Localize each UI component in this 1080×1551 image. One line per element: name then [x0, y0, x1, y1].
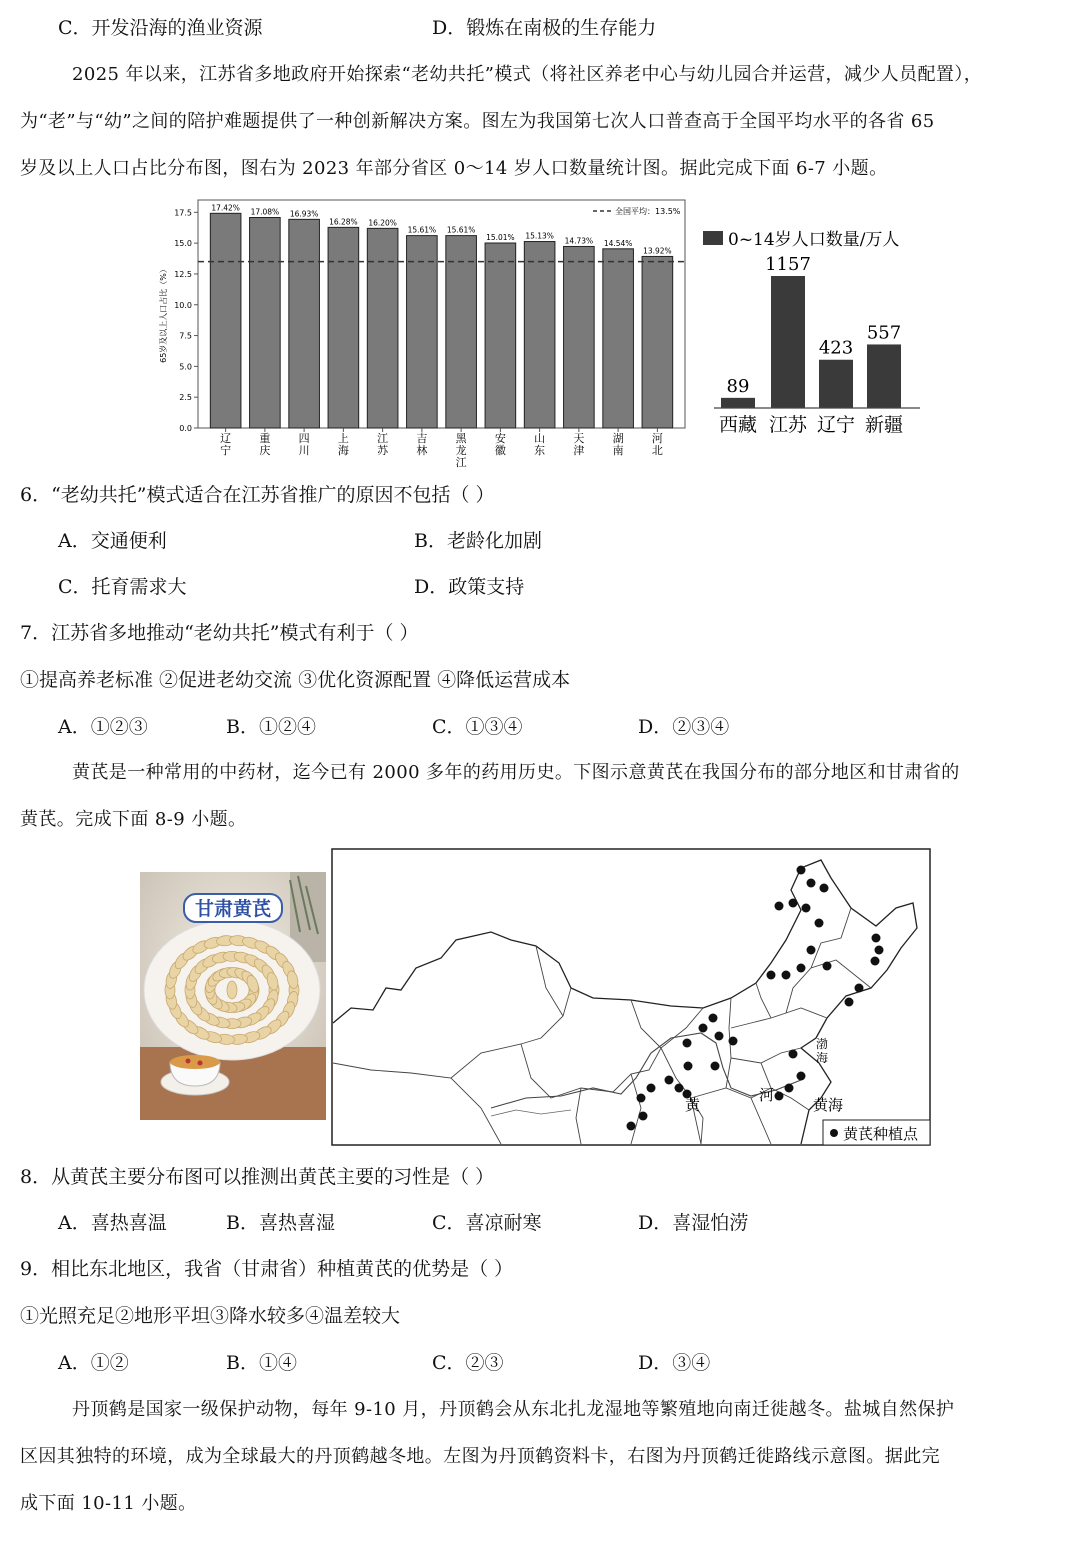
x-tick-label: 上 [337, 432, 349, 445]
q6-option-a[interactable]: A．交通便利 [58, 530, 167, 552]
x-tick-label: 吉 [416, 432, 428, 445]
bar [524, 242, 555, 428]
map-label-huang: 黄 [685, 1096, 701, 1114]
x-tick-label: 湖 [612, 432, 624, 445]
x-tick-label: 东 [534, 444, 546, 457]
bar [564, 246, 595, 428]
x-tick-label: 江 [377, 432, 389, 445]
planting-point [647, 1084, 656, 1093]
y-tick-label: 5.0 [179, 362, 192, 372]
astragalus-slice [227, 981, 237, 999]
legend-average: 全国平均：13.5% [615, 207, 681, 216]
planting-point [797, 964, 806, 973]
q9-items: ①光照充足②地形平坦③降水较多④温差较大 [20, 1305, 401, 1327]
bar [642, 256, 673, 428]
chart1-ylabel: 65岁及以上人口占比（%） [159, 265, 168, 363]
x-tick-label: 河 [651, 432, 663, 445]
planting-point [807, 946, 816, 955]
bar-value-label: 1157 [765, 254, 811, 275]
q9-option-d[interactable]: D．③④ [638, 1352, 711, 1374]
bar [407, 236, 438, 428]
para1-line1: 2025 年以来，江苏省多地政府开始探索“老幼共托”模式（将社区养老中心与幼儿园合并运营，减少人员配置）， [72, 64, 983, 85]
tea-surface [170, 1055, 220, 1069]
planting-point [699, 1024, 708, 1033]
planting-point [665, 1076, 674, 1085]
option-d-prev: D．锻炼在南极的生存能力 [432, 17, 657, 39]
x-tick-label: 辽 [220, 432, 232, 445]
q9-option-c[interactable]: C．②③ [432, 1352, 504, 1374]
x-tick-label: 林 [416, 444, 428, 457]
x-tick-label: 苏 [377, 444, 389, 457]
para3-line2: 区因其独特的环境，成为全球最大的丹顶鹤越冬地。左图为丹顶鹤资料卡，右图为丹顶鹤迁徙路线示意图。据此完 [20, 1446, 940, 1467]
q7-option-c[interactable]: C．①③④ [432, 716, 523, 738]
planting-point [639, 1112, 648, 1121]
q9-option-b[interactable]: B．①④ [226, 1352, 297, 1374]
y-tick-label: 0.0 [179, 424, 192, 433]
bar-value-label: 16.28% [329, 217, 358, 227]
bar-value-label: 16.20% [368, 218, 397, 228]
x-tick-label: 山 [534, 432, 546, 445]
bar [289, 219, 320, 428]
x-tick-label: 南 [612, 444, 624, 457]
planting-point [711, 1062, 720, 1071]
bar [485, 243, 516, 428]
y-tick-label: 2.5 [179, 393, 192, 403]
q8-option-d[interactable]: D．喜湿怕涝 [638, 1212, 749, 1234]
planting-point [871, 957, 880, 966]
option-c-prev: C．开发沿海的渔业资源 [58, 17, 263, 39]
x-tick-label: 新疆 [864, 414, 904, 436]
planting-point [823, 962, 832, 971]
planting-point [797, 1072, 806, 1081]
para3-line1: 丹顶鹤是国家一级保护动物，每年 9-10 月，丹顶鹤会从东北扎龙湿地等繁殖地向南迁徙越冬。盐城自然保护 [72, 1399, 955, 1420]
para1-line3: 岁及以上人口占比分布图，图右为 2023 年部分省区 0～14 岁人口数量统计图。据此完成下面 6-7 小题。 [20, 158, 888, 179]
bar-value-label: 15.13% [525, 231, 554, 241]
bar-value-label: 17.42% [211, 203, 240, 213]
bar [867, 344, 901, 408]
bar [328, 227, 359, 428]
x-tick-label: 江苏 [768, 414, 808, 436]
goji-berry-icon [198, 1061, 203, 1066]
x-tick-label: 四 [298, 432, 310, 445]
x-tick-label: 海 [337, 444, 349, 457]
bar [446, 236, 477, 428]
planting-point [875, 946, 884, 955]
planting-point [797, 866, 806, 875]
x-tick-label: 宁 [220, 444, 232, 457]
x-tick-label: 天 [573, 432, 585, 445]
bar-value-label: 14.54% [603, 238, 633, 248]
planting-point [855, 984, 864, 993]
planting-point [789, 1050, 798, 1059]
goji-berry-icon [186, 1059, 191, 1064]
bar-value-label: 15.61% [407, 225, 437, 235]
planting-point [802, 904, 811, 913]
x-tick-label: 黑 [455, 432, 467, 445]
planting-point [767, 971, 776, 980]
y-tick-label: 12.5 [174, 269, 192, 279]
bar [771, 276, 805, 408]
planting-point [675, 1084, 684, 1093]
para2-line1: 黄芪是一种常用的中药材，迄今已有 2000 多年的药用历史。下图示意黄芪在我国分布的部分地区和甘肃省的 [72, 762, 960, 783]
x-tick-label: 徽 [494, 444, 506, 457]
q8-option-c[interactable]: C．喜凉耐寒 [432, 1212, 542, 1234]
x-tick-label: 重 [259, 432, 271, 445]
para1-line2: 为“老”与“幼”之间的陪护难题提供了一种创新解决方案。图左为我国第七次人口普查高于全国平均水平的各省 65 [20, 111, 935, 132]
legend-children: 0~14岁人口数量/万人 [728, 230, 900, 250]
para3-line3: 成下面 10-11 小题。 [20, 1493, 197, 1514]
x-tick-label: 川 [298, 444, 310, 457]
x-tick-label: 江 [455, 456, 467, 469]
bar-value-label: 423 [818, 337, 854, 359]
y-tick-label: 17.5 [174, 208, 192, 218]
q7-option-b[interactable]: B．①②④ [226, 716, 316, 738]
planting-point [775, 902, 784, 911]
bar [250, 218, 281, 428]
bar-value-label: 15.61% [446, 225, 476, 235]
bar-value-label: 16.93% [289, 209, 319, 219]
planting-point [820, 884, 829, 893]
planting-point [845, 998, 854, 1007]
q6-option-b[interactable]: B．老龄化加剧 [414, 530, 542, 552]
planting-point [715, 1032, 724, 1041]
legend-children-swatch [703, 231, 723, 245]
planting-point [782, 971, 791, 980]
q6-option-c[interactable]: C．托育需求大 [58, 576, 187, 598]
q6-stem: 6．“老幼共托”模式适合在江苏省推广的原因不包括（ ） [20, 484, 495, 506]
q8-option-a[interactable]: A．喜热喜温 [58, 1212, 167, 1234]
planting-point [785, 1084, 794, 1093]
x-tick-label: 安 [494, 432, 506, 445]
q8-option-b[interactable]: B．喜热喜湿 [226, 1212, 335, 1234]
bar [819, 360, 853, 408]
bar [367, 228, 398, 428]
para2-line2: 黄芪。完成下面 8-9 小题。 [20, 809, 247, 830]
bar-value-label: 13.92% [643, 246, 672, 256]
q8-stem: 8．从黄芪主要分布图可以推测出黄芪主要的习性是（ ） [20, 1166, 495, 1188]
x-tick-label: 辽宁 [816, 414, 856, 436]
planting-point [775, 1092, 784, 1101]
map-legend-dot [830, 1129, 838, 1137]
astragalus-distribution-map [331, 848, 931, 1146]
map-label-bohai-2: 海 [816, 1051, 829, 1065]
q7-items: ①提高养老标准 ②促进老幼交流 ③优化资源配置 ④降低运营成本 [20, 669, 571, 691]
planting-point [729, 1037, 738, 1046]
q9-option-a[interactable]: A．①② [58, 1352, 129, 1374]
bar-value-label: 15.01% [486, 233, 515, 243]
y-tick-label: 15.0 [174, 239, 192, 249]
astragalus-photo [140, 872, 326, 1120]
q7-option-a[interactable]: A．①②③ [58, 716, 148, 738]
planting-point [872, 934, 881, 943]
planting-point [684, 1062, 693, 1071]
map-label-bohai-1: 渤 [816, 1037, 829, 1051]
map-label-he: 河 [759, 1086, 775, 1104]
children-bar-chart [700, 222, 940, 444]
planting-point [709, 1014, 718, 1023]
bar [210, 213, 241, 428]
planting-point [627, 1122, 636, 1131]
planting-point [815, 919, 824, 928]
bar-value-label: 89 [726, 375, 750, 397]
planting-point [683, 1039, 692, 1048]
bar-value-label: 14.73% [564, 236, 594, 246]
aging-bar-chart [150, 196, 690, 470]
photo-label: 甘肃黄芪 [194, 898, 272, 920]
q7-stem: 7．江苏省多地推动“老幼共托”模式有利于（ ） [20, 622, 419, 644]
q6-option-d[interactable]: D．政策支持 [414, 576, 525, 598]
y-tick-label: 7.5 [179, 331, 192, 341]
q9-stem: 9．相比东北地区，我省（甘肃省）种植黄芪的优势是（ ） [20, 1258, 514, 1280]
bar [721, 398, 755, 408]
planting-point [789, 899, 798, 908]
x-tick-label: 北 [651, 444, 663, 457]
x-tick-label: 庆 [259, 444, 271, 457]
x-tick-label: 龙 [455, 444, 467, 457]
y-tick-label: 10.0 [174, 300, 192, 310]
bar-value-label: 17.08% [250, 207, 280, 217]
q7-option-d[interactable]: D．②③④ [638, 716, 730, 738]
planting-point [637, 1094, 646, 1103]
x-tick-label: 西藏 [718, 414, 758, 436]
x-tick-label: 津 [573, 444, 585, 457]
bar [603, 249, 634, 428]
planting-point [807, 879, 816, 888]
bar-value-label: 557 [866, 322, 902, 344]
map-legend-label: 黄芪种植点 [843, 1125, 919, 1143]
map-label-huanghai: 黄海 [813, 1096, 844, 1114]
